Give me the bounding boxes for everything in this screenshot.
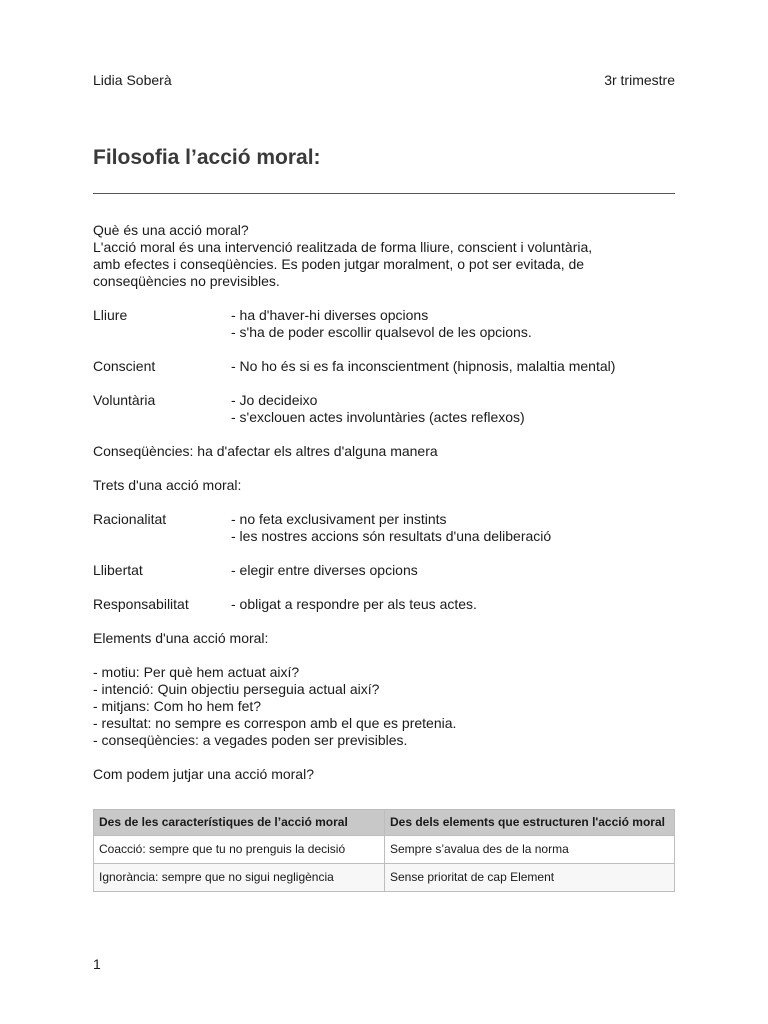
page-header xyxy=(93,72,675,89)
definition-line: - s'exclouen actes involuntàries (actes reflexos) xyxy=(231,409,525,425)
table-header-cell: Des de les característiques de l’acció moral xyxy=(94,810,385,836)
consequences-line: Conseqüències: ha d'afectar els altres d'alguna manera xyxy=(93,443,438,459)
element-item: - resultat: no sempre es correspon amb el que es pretenia. xyxy=(93,715,457,731)
term-label: 3r trimestre xyxy=(604,72,675,88)
document-body xyxy=(93,222,675,783)
trait-line: - no feta exclusivament per instints xyxy=(231,511,447,527)
trait-term: Llibertat xyxy=(93,562,143,578)
table-cell: Ignorància: sempre que no sigui negligència xyxy=(94,864,385,892)
intro-question: Què és una acció moral? xyxy=(93,222,249,238)
element-item: - intenció: Quin objectiu perseguia actual així? xyxy=(93,681,380,697)
definition-term: Lliure xyxy=(93,307,128,323)
traits-heading: Trets d'una acció moral: xyxy=(93,477,242,493)
trait-line: - elegir entre diverses opcions xyxy=(231,562,418,578)
trait-racionalitat xyxy=(93,511,675,545)
table-row xyxy=(94,836,675,864)
definition-conscient xyxy=(93,358,675,375)
trait-line: - les nostres accions són resultats d'una deliberació xyxy=(231,528,552,544)
page-title: Filosofia l’acció moral: xyxy=(93,146,321,169)
table-row xyxy=(94,864,675,892)
table-header-row xyxy=(94,810,675,836)
definition-term: Voluntària xyxy=(93,392,156,408)
table-cell: Sense prioritat de cap Element xyxy=(385,864,675,892)
title-divider xyxy=(93,193,675,194)
element-item: - motiu: Per què hem actuat així? xyxy=(93,664,300,680)
table-header-cell: Des dels elements que estructuren l'acció moral xyxy=(385,810,675,836)
intro-line: amb efectes i conseqüències. Es poden jutgar moralment, o pot ser evitada, de xyxy=(93,256,585,272)
definition-term: Conscient xyxy=(93,358,156,374)
trait-responsabilitat xyxy=(93,596,675,613)
element-item: - conseqüències: a vegades poden ser previsibles. xyxy=(93,732,408,748)
intro-line: conseqüències no previsibles. xyxy=(93,273,280,289)
author-name: Lidia Soberà xyxy=(93,72,172,88)
table-cell: Coacció: sempre que tu no prenguis la decisió xyxy=(94,836,385,864)
judge-question: Com podem jutjar una acció moral? xyxy=(93,766,314,782)
element-item: - mitjans: Com ho hem fet? xyxy=(93,698,262,714)
page-number: 1 xyxy=(93,956,101,972)
table-cell: Sempre s’avalua des de la norma xyxy=(385,836,675,864)
trait-term: Racionalitat xyxy=(93,511,167,527)
definition-line: - s'ha de poder escollir qualsevol de les opcions. xyxy=(231,324,532,340)
definition-lliure xyxy=(93,307,675,341)
definition-line: - ha d'haver-hi diverses opcions xyxy=(231,307,429,323)
intro-line: L'acció moral és una intervenció realitzada de forma lliure, conscient i voluntària, xyxy=(93,239,593,255)
trait-term: Responsabilitat xyxy=(93,596,189,612)
judgement-table xyxy=(93,809,675,892)
definition-voluntaria xyxy=(93,392,675,426)
trait-line: - obligat a respondre per als teus actes. xyxy=(231,596,477,612)
definition-line: - No ho és si es fa inconscientment (hipnosis, malaltia mental) xyxy=(231,358,616,374)
elements-heading: Elements d'una acció moral: xyxy=(93,630,269,646)
definition-line: - Jo decideixo xyxy=(231,392,318,408)
trait-llibertat xyxy=(93,562,675,579)
